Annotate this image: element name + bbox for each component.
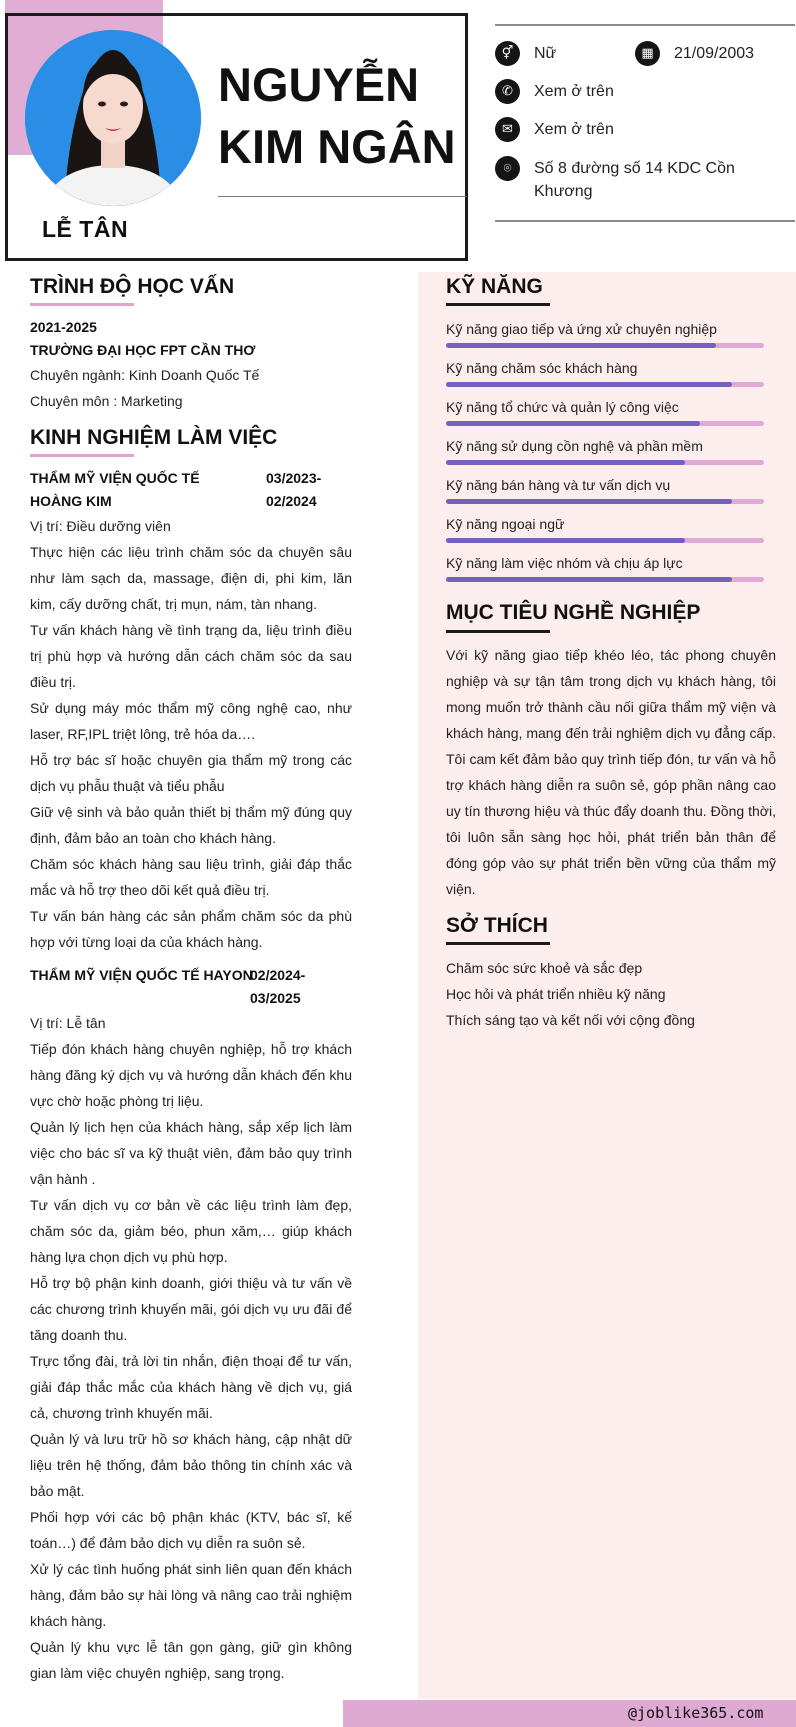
contact-bottom-divider bbox=[495, 220, 795, 222]
skill-item bbox=[446, 358, 764, 378]
experience-title: KINH NGHIỆM LÀM VIỆC bbox=[30, 426, 278, 449]
skill-bar-fill bbox=[446, 538, 685, 543]
calendar-icon: ▦ bbox=[635, 41, 660, 66]
skill-item bbox=[446, 319, 764, 339]
job-2-duty: Hỗ trợ bộ phận kinh doanh, giới thiệu và tư vấn về các chương trình khuyến mãi, gói dịch vụ ưu đãi để tăng doanh thu. bbox=[30, 1275, 352, 1343]
hobby-item: Thích sáng tạo và kết nối với cộng đồng bbox=[446, 1012, 695, 1028]
education-underline bbox=[30, 303, 134, 306]
education-years: 2021-2025 bbox=[30, 319, 97, 335]
job-2-body bbox=[30, 1010, 352, 1686]
education-specialty: Chuyên môn : Marketing bbox=[30, 393, 183, 409]
skill-label: Kỹ năng ngoại ngữ bbox=[446, 516, 565, 532]
skill-bar-fill bbox=[446, 577, 732, 582]
birthday-value: 21/09/2003 bbox=[674, 45, 755, 62]
skill-item bbox=[446, 397, 764, 417]
skill-item bbox=[446, 553, 764, 573]
job-2-duty: Tiếp đón khách hàng chuyên nghiệp, hỗ trợ khách hàng đăng ký dịch vụ và hướng dẫn khách đến khu vực chờ hoặc phòng trị liệu. bbox=[30, 1041, 352, 1109]
education-title: TRÌNH ĐỘ HỌC VẤN bbox=[30, 275, 235, 298]
email-value: Xem ở trên bbox=[534, 121, 614, 138]
name-divider bbox=[218, 196, 467, 197]
job-2-date-start: 02/2024- bbox=[250, 967, 306, 983]
address-line-1: Số 8 đường số 14 KDC Cồn bbox=[534, 160, 735, 177]
skill-label: Kỹ năng tổ chức và quản lý công việc bbox=[446, 399, 679, 415]
contact-top-divider bbox=[495, 24, 795, 26]
address-line-2: Khương bbox=[534, 183, 593, 200]
education-section bbox=[30, 316, 352, 414]
location-icon: ⌾ bbox=[495, 156, 520, 181]
objective-section bbox=[446, 642, 776, 902]
avatar bbox=[25, 30, 201, 206]
footer-watermark: @joblike365.com bbox=[628, 1704, 764, 1722]
job-2-date-end: 03/2025 bbox=[250, 990, 301, 1006]
hobbies-underline bbox=[446, 942, 550, 945]
job-1-duty: Thực hiện các liệu trình chăm sóc da chuyên sâu như làm sạch da, massage, điện di, phi kim, lăn kim, cấy dưỡng chất, trị mụn, nám, tàn nhang. bbox=[30, 544, 352, 612]
hobby-item: Chăm sóc sức khoẻ và sắc đẹp bbox=[446, 960, 643, 976]
experience-underline bbox=[30, 454, 134, 457]
job-1-duty: Hỗ trợ bác sĩ hoặc chuyên gia thẩm mỹ trong các dịch vụ phẫu thuật và tiểu phẫu bbox=[30, 752, 352, 794]
job-1-duty: Giữ vệ sinh và bảo quản thiết bị thẩm mỹ đúng quy định, đảm bảo an toàn cho khách hàng. bbox=[30, 804, 352, 846]
skill-item bbox=[446, 436, 764, 456]
gender-icon: ⚥ bbox=[495, 41, 520, 66]
job-1-duty: Tư vấn khách hàng về tình trạng da, liệu trình điều trị phù hợp và hướng dẫn cách chăm sóc da sau điều trị. bbox=[30, 622, 352, 690]
job-title: LỄ TÂN bbox=[42, 216, 129, 242]
job-1-company: THẨM MỸ VIỆN QUỐC TẾ HOÀNG KIM bbox=[30, 470, 200, 509]
skill-item bbox=[446, 475, 764, 495]
hobbies-title: SỞ THÍCH bbox=[446, 914, 548, 937]
address-value bbox=[534, 157, 784, 203]
education-major: Chuyên ngành: Kinh Doanh Quốc Tế bbox=[30, 367, 260, 383]
skill-bar-fill bbox=[446, 421, 700, 426]
avatar-portrait-icon bbox=[25, 30, 201, 206]
objective-text: Với kỹ năng giao tiếp khéo léo, tác phong chuyên nghiệp và sự tận tâm trong dịch vụ khách hàng, tôi mong muốn trở thành cầu nối giữa thẩm mỹ viện và khách hàng, mang đến trải nghiệm dịch vụ đẳng cấp. Tôi cam kết đảm bảo quy trình tiếp đón, tư vấn và hỗ trợ khách hàng diễn ra suôn sẻ, góp phần nâng cao uy tín thương hiệu và thúc đẩy doanh thu. Đồng thời, tôi luôn sẵn sàng học hỏi, phát triển bản thân để đóng góp vào sự phát triển bền vững của thẩm mỹ viện. bbox=[446, 647, 776, 897]
job-1-date bbox=[266, 467, 346, 513]
mail-icon: ✉ bbox=[495, 117, 520, 142]
job-1-duty: Chăm sóc khách hàng sau liệu trình, giải đáp thắc mắc và hỗ trợ theo dõi kết quả điều trị. bbox=[30, 856, 352, 898]
skills-title: KỸ NĂNG bbox=[446, 275, 543, 298]
phone-icon: ✆ bbox=[495, 79, 520, 104]
skill-label: Kỹ năng giao tiếp và ứng xử chuyên nghiệp bbox=[446, 321, 717, 337]
job-2-duty: Phối hợp với các bộ phận khác (KTV, bác sĩ, kế toán…) để đảm bảo dịch vụ diễn ra suôn sẻ. bbox=[30, 1509, 352, 1551]
skill-label: Kỹ năng sử dụng cồn nghệ và phần mềm bbox=[446, 438, 703, 454]
job-1-position: Vị trí: Điều dưỡng viên bbox=[30, 518, 171, 534]
job-2-company: THẨM MỸ VIỆN QUỐC TẾ HAYON bbox=[30, 967, 253, 983]
phone-value: Xem ở trên bbox=[534, 83, 614, 100]
skill-bar-fill bbox=[446, 343, 716, 348]
job-2-position: Vị trí: Lễ tân bbox=[30, 1015, 106, 1031]
hobby-item: Học hỏi và phát triển nhiều kỹ năng bbox=[446, 986, 666, 1002]
job-2-duty: Quản lý và lưu trữ hồ sơ khách hàng, cập nhật dữ liệu trên hệ thống, đảm bảo thông tin chính xác và bảo mật. bbox=[30, 1431, 352, 1499]
job-2-duty: Xử lý các tình huống phát sinh liên quan đến khách hàng, đảm bảo sự hài lòng và nâng cao trải nghiệm khách hàng. bbox=[30, 1561, 352, 1629]
skill-label: Kỹ năng bán hàng và tư vấn dịch vụ bbox=[446, 477, 671, 493]
job-2-duty: Quản lý khu vực lễ tân gọn gàng, giữ gìn không gian làm việc chuyên nghiệp, sang trọng. bbox=[30, 1639, 352, 1681]
job-1-duty: Sử dụng máy móc thẩm mỹ công nghệ cao, như laser, RF,IPL triệt lông, trẻ hóa da…. bbox=[30, 700, 352, 742]
hobbies-section bbox=[446, 955, 776, 1033]
skill-bar-fill bbox=[446, 382, 732, 387]
skills-underline bbox=[446, 303, 550, 306]
job-2-duty: Trực tổng đài, trả lời tin nhắn, điện thoại để tư vấn, giải đáp thắc mắc của khách hàng về dịch vụ, giá cả, chương trình khuyến mãi. bbox=[30, 1353, 352, 1421]
job-1-date-end: 02/2024 bbox=[266, 493, 317, 509]
objective-underline bbox=[446, 630, 550, 633]
skill-label: Kỹ năng chăm sóc khách hàng bbox=[446, 360, 638, 376]
job-1-date-start: 03/2023- bbox=[266, 470, 322, 486]
job-2-duty: Tư vấn dịch vụ cơ bản về các liệu trình làm đẹp, chăm sóc da, giảm béo, phun xăm,… giúp khách hàng lựa chọn dịch vụ phù hợp. bbox=[30, 1197, 352, 1265]
skill-bar-fill bbox=[446, 499, 732, 504]
skill-item bbox=[446, 514, 764, 534]
name-line-2: KIM NGÂN bbox=[218, 120, 456, 173]
skill-label: Kỹ năng làm việc nhóm và chịu áp lực bbox=[446, 555, 683, 571]
job-1-body bbox=[30, 513, 352, 955]
job-2-duty: Quản lý lịch hẹn của khách hàng, sắp xếp lịch làm việc cho bác sĩ va kỹ thuật viên, đảm bảo quy trình vận hành . bbox=[30, 1119, 352, 1187]
skill-bar-fill bbox=[446, 460, 685, 465]
objective-title: MỤC TIÊU NGHỀ NGHIỆP bbox=[446, 601, 701, 624]
gender-value: Nữ bbox=[534, 45, 557, 62]
job-1-duty: Tư vấn bán hàng các sản phẩm chăm sóc da phù hợp với từng loại da của khách hàng. bbox=[30, 908, 352, 950]
candidate-name bbox=[218, 54, 456, 178]
job-2-date bbox=[250, 964, 330, 1010]
name-line-1: NGUYỄN bbox=[218, 58, 420, 111]
education-school: TRƯỜNG ĐẠI HỌC FPT CẦN THƠ bbox=[30, 342, 256, 358]
